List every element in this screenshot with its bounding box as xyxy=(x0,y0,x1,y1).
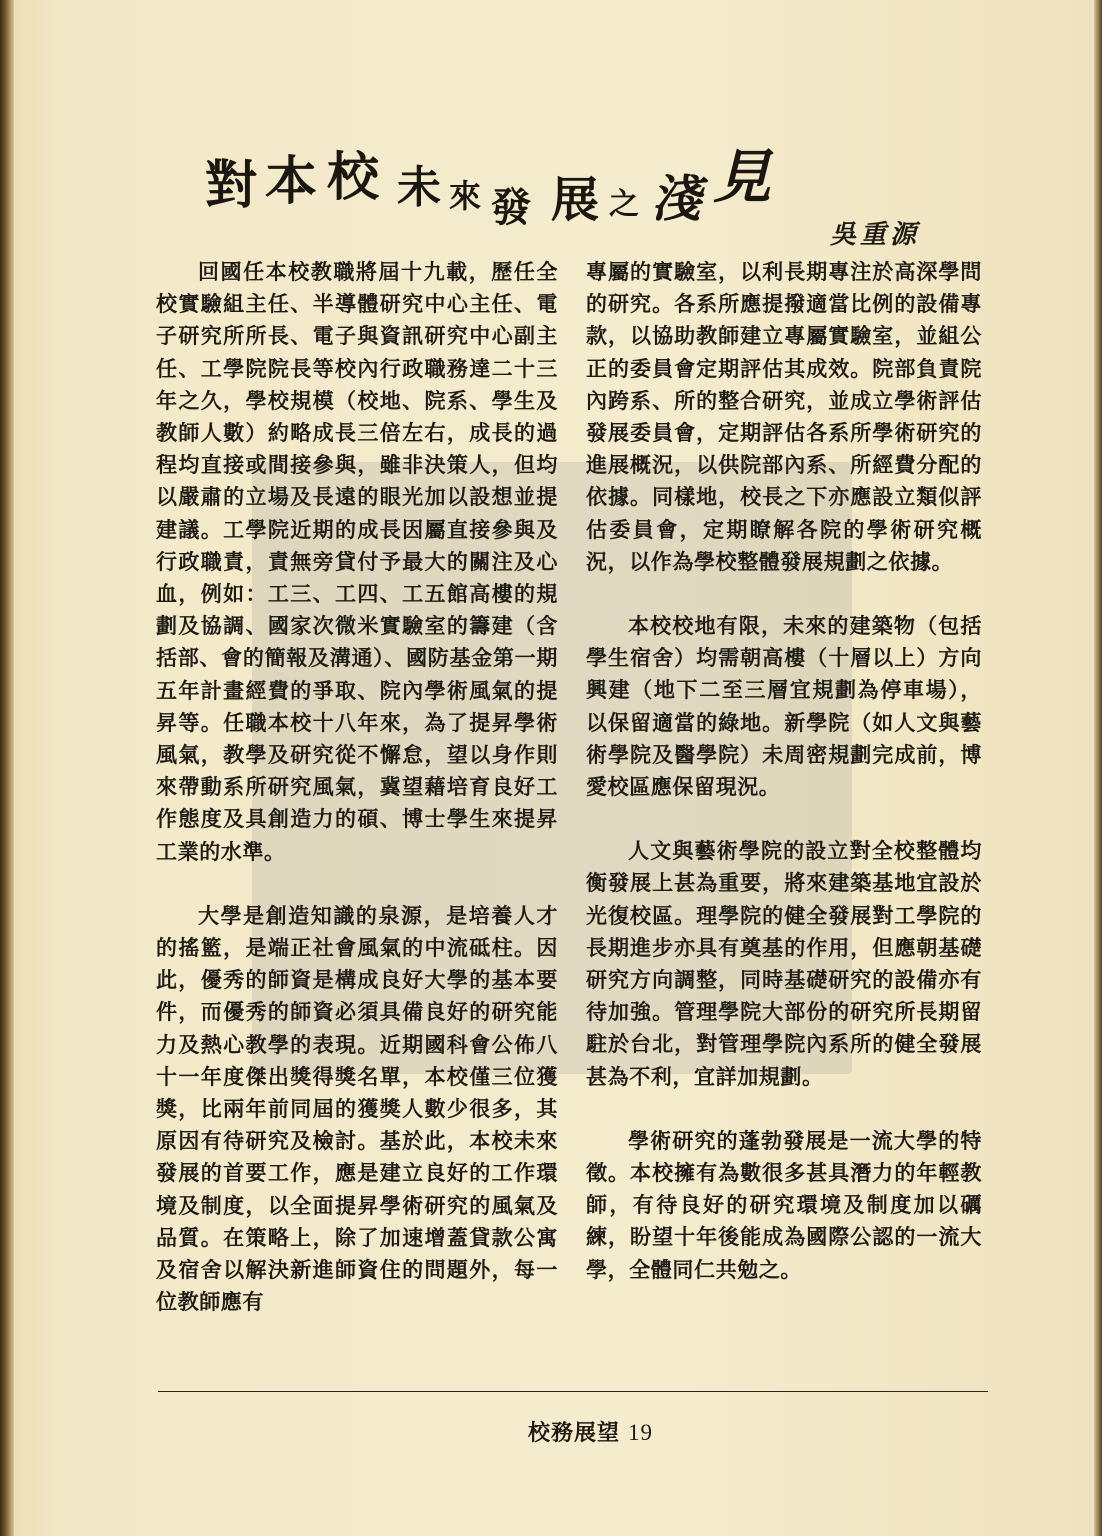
title-char: 校 xyxy=(327,147,380,208)
title-char: 未 xyxy=(397,162,441,213)
right-column xyxy=(586,256,982,1286)
footer-divider xyxy=(158,1391,988,1392)
paragraph: 本校校地有限，未來的建築物（包括學生宿舍）均需朝高樓（十層以上）方向興建（地下二至三層宜規劃為停車場），以保留適當的綠地。新學院（如人文與藝術學院及醫學院）未周密規劃完成前，博愛校區應保留現況。 xyxy=(586,613,982,800)
paragraph: 大學是創造知識的泉源，是培養人才的搖籃，是端正社會風氣的中流砥柱。因此，優秀的師資是構成良好大學的基本要件，而優秀的師資必須具備良好的研究能力及熱心教學的表現。近期國科會公佈八十一年度傑出獎得獎名單，本校僅三位獲獎，比兩年前同屆的獲獎人數少很多，其原因有待研究及檢討。基於此，本校未來發展的首要工作，應是建立良好的工作環境及制度，以全面提昇學術研究的風氣及品質。在策略上，除了加速增蓋貸款公寓及宿舍以解決新進師資住的問題外，每一位教師應有 xyxy=(156,902,558,1315)
page-binding-shadow xyxy=(0,0,14,1536)
title-char: 見 xyxy=(713,143,772,211)
title-char: 之 xyxy=(609,187,639,222)
author-signature: 吳重源 xyxy=(830,220,921,250)
paragraph: 人文與藝術學院的設立對全校整體均衡發展上甚為重要，將來建築基地宜設於光復校區。理學院的健全發展對工學院的長期進步亦具有奠基的作用，但應朝基礎研究方向調整，同時基礎研究的設備亦有待加強。管理學院大部份的研究所長期留駐於台北，對管理學院內系所的健全發展甚為不利，宜詳加規劃。 xyxy=(586,838,982,1089)
page-number: 19 xyxy=(628,1420,654,1445)
title-char: 發 xyxy=(491,184,531,231)
paragraph: 回國任本校教職將屆十九載，歷任全校實驗組主任、半導體研究中心主任、電子研究所所長、電子與資訊研究中心副主任、工學院院長等校內行政職務達二十三年之久，學校規模（校地、院系、學生及教師人數）約略成長三倍左右，成長的過程均直接或間接參與，雖非決策人，但均以嚴肅的立場及長遠的眼光加以設想並提建議。工學院近期的成長因屬直接參與及行政職責，責無旁貸付予最大的關注及心血，例如：工三、工四、工五館高樓的規劃及協調、國家次微米實驗室的籌建（含括部、會的簡報及溝通）、國防基金第一期五年計畫經費的爭取、院內學術風氣的提昇等。任職本校十八年來，為了提昇學術風氣，教學及研究從不懈怠，望以身作則來帶動系所研究風氣，冀望藉培育良好工作態度及具創造力的碩、博士學生來提昇工業的水準。 xyxy=(156,259,558,864)
title-char: 來 xyxy=(449,177,482,215)
title-char: 淺 xyxy=(651,169,701,228)
paragraph: 專屬的實驗室，以利長期專注於高深學問的研究。各系所應提撥適當比例的設備專款，以協助教師建立專屬實驗室，並組公正的委員會定期評估其成效。院部負責院內跨系、所的整合研究，並成立學術評估發展委員會，定期評估各系所學術研究的進展概況，以供院部內系、所經費分配的依據。同樣地，校長之下亦應設立類似評估委員會，定期瞭解各院的學術研究概況，以作為學校整體發展規劃之依據。 xyxy=(586,259,982,574)
article-title xyxy=(205,143,805,231)
title-char: 展 xyxy=(551,172,600,228)
publication-name: 校務展望 xyxy=(528,1420,621,1446)
title-char: 對 xyxy=(205,155,258,216)
title-char: 本 xyxy=(265,151,318,212)
page-edge xyxy=(1094,0,1102,1536)
paragraph: 學術研究的蓬勃發展是一流大學的特徵。本校擁有為數很多甚具潛力的年輕教師，有待良好的研究環境及制度加以礪練，盼望十年後能成為國際公認的一流大學，全體同仁共勉之。 xyxy=(586,1127,982,1282)
left-column xyxy=(156,256,558,1319)
page-footer xyxy=(528,1416,653,1447)
